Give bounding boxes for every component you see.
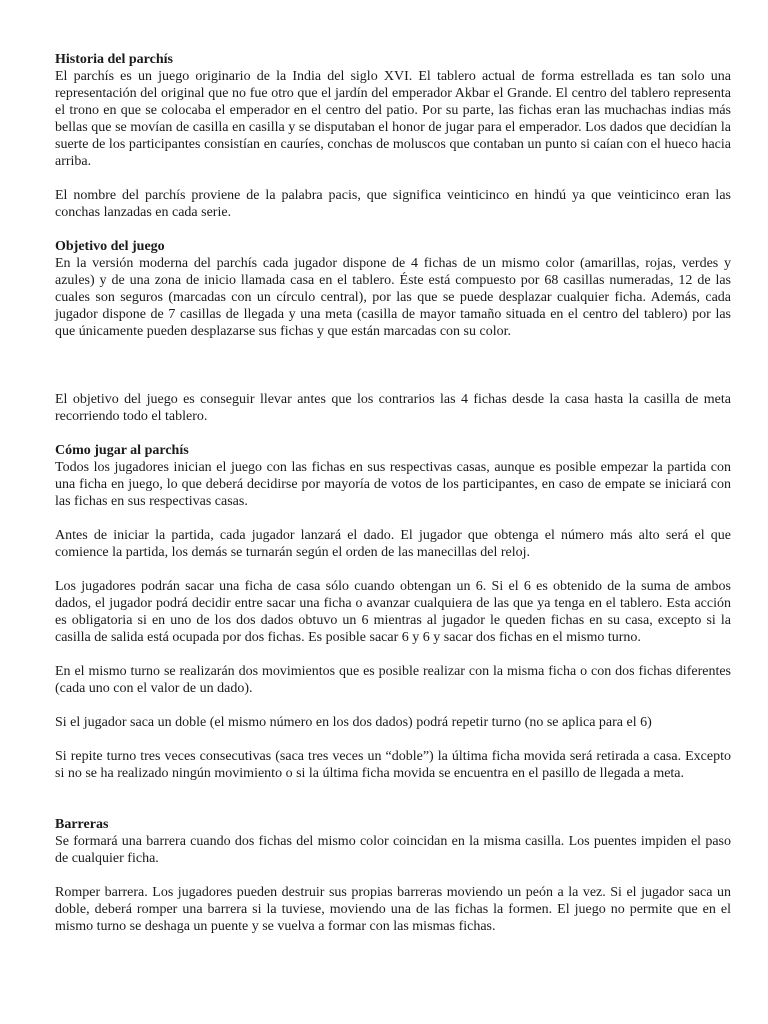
spacer — [55, 561, 731, 578]
paragraph: El objetivo del juego es conseguir llevar antes que los contrarios las 4 fichas desde la casa hasta la casilla de meta recorriendo todo el tablero. — [55, 392, 731, 424]
paragraph: Se formará una barrera cuando dos fichas del mismo color coincidan en la misma casilla. Los puentes impiden el paso de cualquier ficha. — [55, 834, 731, 866]
section-como-jugar — [55, 442, 731, 782]
paragraph: Todos los jugadores inician el juego con las fichas en sus respectivas casas, aunque es posible empezar la partida con una ficha en juego, lo que deberá decidirse por mayoría de votos de los participantes, en caso de empate se iniciará con las fichas en sus respectivas casas. — [55, 460, 731, 509]
paragraph: Si el jugador saca un doble (el mismo número en los dos dados) podrá repetir turno (no se aplica para el 6) — [55, 715, 652, 730]
paragraph: Los jugadores podrán sacar una ficha de casa sólo cuando obtengan un 6. Si el 6 es obtenido de la suma de ambos dados, el jugador podrá decidir entre sacar una ficha o avanzar cualquiera de las que ya tenga en el tablero. Esta acción es obligatoria si en uno de los dos dados obtuvo un 6 mientras al jugador le queden fichas en su casa, excepto si la casilla de salida está ocupada por dos fichas. Es posible sacar 6 y 6 y sacar dos fichas en el mismo turno. — [55, 579, 731, 645]
spacer — [55, 731, 731, 748]
section-heading: Barreras — [55, 817, 109, 832]
section-heading: Historia del parchís — [55, 52, 173, 67]
paragraph: El nombre del parchís proviene de la palabra pacis, que significa veinticinco en hindú ya que veinticinco eran las conchas lanzadas en cada serie. — [55, 188, 731, 220]
paragraph: En la versión moderna del parchís cada jugador dispone de 4 fichas de un mismo color (amarillas, rojas, verdes y azules) y de una zona de inicio llamada casa en el tablero. Éste está compuesto por 68 casillas numeradas, 12 de las cuales son seguros (marcadas con un círculo central), por las que se puede desplazar cualquier ficha. Además, cada jugador dispone de 7 casillas de llegada y una meta (casilla de mayor tamaño situada en el centro del tablero) por las que únicamente pueden desplazarse sus fichas y que están marcadas con su color. — [55, 256, 731, 339]
spacer — [55, 170, 731, 187]
paragraph: Antes de iniciar la partida, cada jugador lanzará el dado. El jugador que obtenga el número más alto será el que comience la partida, los demás se turnarán según el orden de las manecillas del reloj. — [55, 528, 731, 560]
section-barreras — [55, 816, 731, 935]
spacer — [55, 867, 731, 884]
paragraph: En el mismo turno se realizarán dos movimientos que es posible realizar con la misma ficha o con dos fichas diferentes (cada uno con el valor de un dado). — [55, 664, 731, 696]
spacer — [55, 782, 731, 816]
spacer — [55, 646, 731, 663]
paragraph: El parchís es un juego originario de la India del siglo XVI. El tablero actual de forma estrellada es tan solo una representación del original que no fue otro que el jardín del emperador Akbar el Grande. El centro del tablero representa el trono en que se colocaba el emperador en el centro del patio. Por su parte, las fichas eran las muchachas indias más bellas que se movían de casilla en casilla y se disputaban el honor de jugar para el emperador. Los dados que decidían la suerte de los participantes consistían en cauríes, conchas de moluscos que contaban un punto si caían con el hueco hacia arriba. — [55, 69, 731, 169]
spacer — [55, 510, 731, 527]
paragraph: Romper barrera. Los jugadores pueden destruir sus propias barreras moviendo un peón a la vez. Si el jugador saca un doble, deberá romper una barrera si la tuviese, moviendo una de las fichas la formen. El juego no permite que en el mismo turno se deshaga un puente y se vuelva a formar con las mismas fichas. — [55, 885, 731, 934]
section-heading: Cómo jugar al parchís — [55, 443, 189, 458]
spacer — [55, 425, 731, 442]
spacer — [55, 697, 731, 714]
section-heading: Objetivo del juego — [55, 239, 165, 254]
section-historia — [55, 51, 731, 221]
spacer — [55, 340, 731, 391]
spacer — [55, 221, 731, 238]
paragraph: Si repite turno tres veces consecutivas (saca tres veces un “doble”) la última ficha movida será retirada a casa. Excepto si no se ha realizado ningún movimiento o si la última ficha movida se encuentra en el pasillo de llegada a meta. — [55, 749, 731, 781]
section-objetivo — [55, 238, 731, 425]
document-page — [55, 51, 731, 935]
